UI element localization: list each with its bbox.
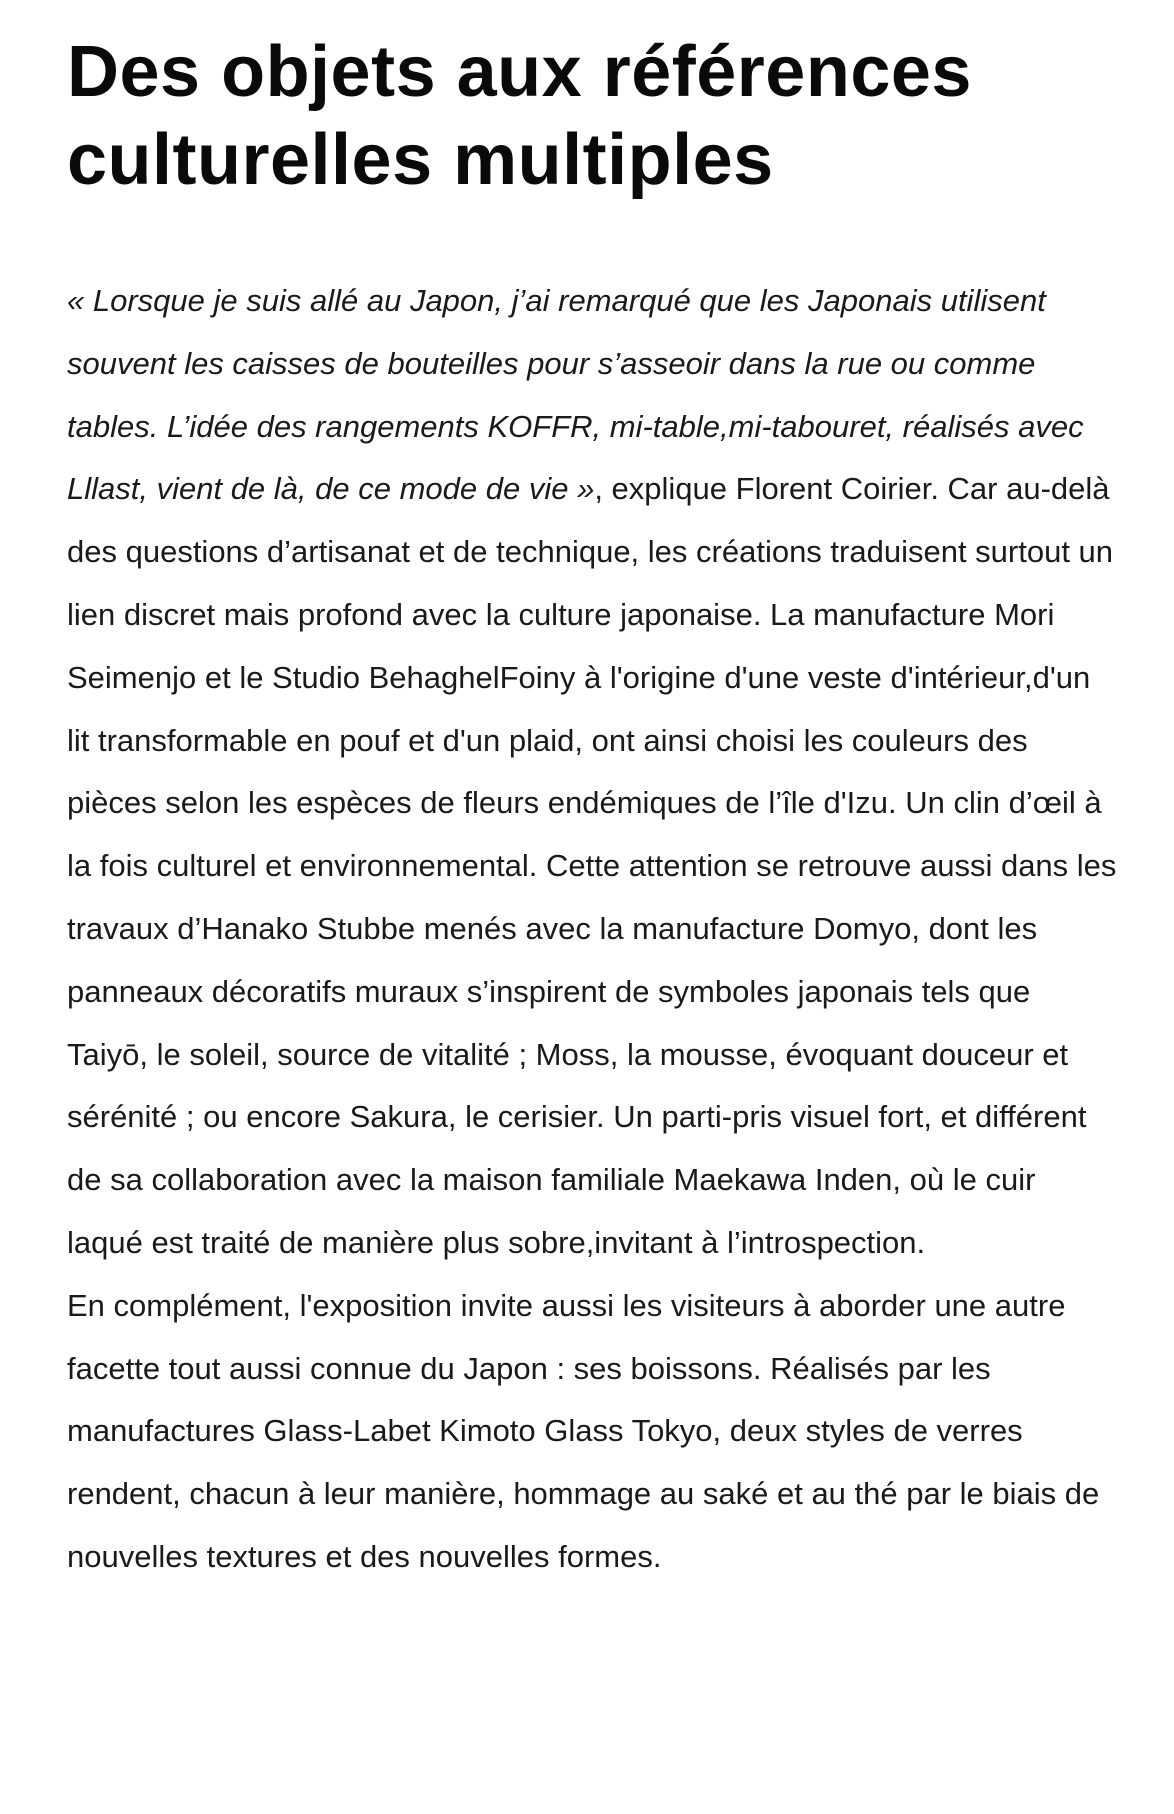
article-paragraph-2: En complément, l'exposition invite aussi les visiteurs à aborder une autre facette tout aussi connue du Japon : ses boissons. Réalisés par les manufactures Glass-Labet Kimoto Glass Tokyo, deux styles de verres rendent, chacun à leur manière, hommage au saké et au thé par le biais de nouvelles textures et des nouvelles formes. <box>67 1287 1100 1574</box>
article-paragraph-1 <box>67 270 1117 1275</box>
article <box>67 28 1117 1589</box>
florent-coirier-quote: « Lorsque je suis allé au Japon, j’ai remarqué que les Japonais utilisent souvent les caisses de bouteilles pour s’asseoir dans la rue ou comme tables. L’idée des rangements KOFFR, mi-table,mi-tabouret, réalisés avec Lllast, vient de là, de ce mode de vie » <box>67 283 1084 507</box>
paragraph-1-text: , explique Florent Coirier. Car au-delà des questions d’artisanat et de technique, les créations traduisent surtout un lien discret mais profond avec la culture japonaise. La manufacture Mori Seimenjo et le Studio BehaghelFoiny à l'origine d'une veste d'intérieur,d'un lit transformable en pouf et d'un plaid, ont ainsi choisi les couleurs des pièces selon les espèces de fleurs endémiques de l’île d'Izu. Un clin d’œil à la fois culturel et environnemental. Cette attention se retrouve aussi dans les travaux d’Hanako Stubbe menés avec la manufacture Domyo, dont les panneaux décoratifs muraux s’inspirent de symboles japonais tels que Taiyō, le soleil, source de vitalité ; Moss, la mousse, évoquant douceur et sérénité ; ou encore Sakura, le cerisier. Un parti-pris visuel fort, et différent de sa collaboration avec la maison familiale Maekawa Inden, où le cuir laqué est traité de manière plus sobre,invitant à l’introspection. <box>67 471 1117 1260</box>
article-title: Des objets aux références culturelles multiples <box>67 32 972 200</box>
